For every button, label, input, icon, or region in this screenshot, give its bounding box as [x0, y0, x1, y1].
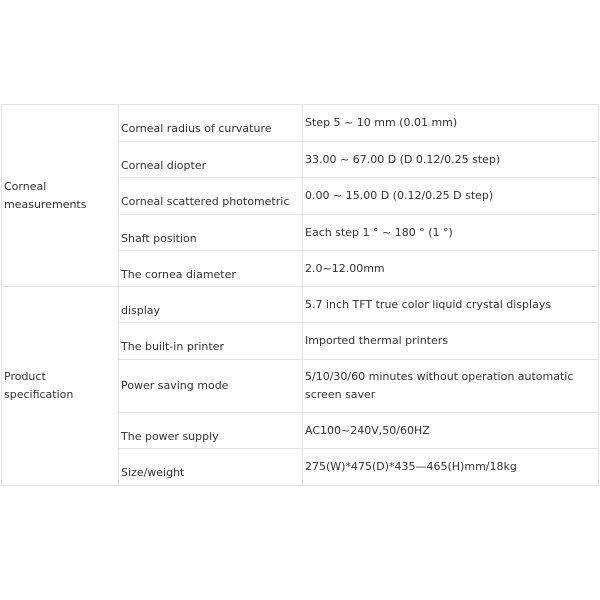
- spec-name-cell: [119, 105, 303, 142]
- spec-value: 5.7 inch TFT true color liquid crystal displays: [303, 287, 599, 323]
- spec-name: The cornea diameter: [121, 267, 236, 281]
- spec-value: Step 5 ~ 10 mm (0.01 mm): [303, 105, 599, 142]
- category-cell: [2, 105, 119, 287]
- category-label: Product specification: [4, 370, 74, 401]
- spec-name: The built-in printer: [121, 340, 224, 353]
- spec-name-cell: [119, 215, 303, 251]
- spec-name: Shaft position: [121, 231, 197, 245]
- spec-value: AC100~240V,50/60HZ: [303, 413, 599, 449]
- category-label: Corneal measurements: [4, 179, 87, 211]
- specification-table: [1, 104, 599, 486]
- spec-name-cell: [119, 449, 303, 486]
- spec-name-cell: [119, 178, 303, 215]
- spec-name-cell: [119, 142, 303, 178]
- spec-name-cell: [119, 360, 303, 413]
- spec-name-cell: [119, 251, 303, 287]
- spec-value: Each step 1 ° ~ 180 ° (1 °): [303, 215, 599, 251]
- spec-name-cell: [119, 287, 303, 323]
- spec-name-cell: [119, 323, 303, 360]
- spec-name: Corneal diopter: [121, 158, 207, 172]
- spec-value: 33.00 ~ 67.00 D (D 0.12/0.25 step): [303, 142, 599, 178]
- table-row: [2, 105, 599, 142]
- spec-name: Power saving mode: [121, 379, 229, 392]
- spec-name: The power supply: [121, 429, 219, 443]
- spec-value: 2.0~12.00mm: [303, 251, 599, 287]
- spec-value: 275(W)*475(D)*435—465(H)mm/18kg: [303, 449, 599, 486]
- spec-name: Corneal radius of curvature: [121, 122, 272, 135]
- spec-name: display: [121, 303, 161, 317]
- category-cell: [2, 287, 119, 486]
- spec-value: Imported thermal printers: [303, 323, 599, 360]
- table-row: [2, 287, 599, 323]
- spec-value: 0.00 ~ 15.00 D (0.12/0.25 D step): [303, 178, 599, 215]
- spec-name: Size/weight: [121, 466, 185, 479]
- spec-name-cell: [119, 413, 303, 449]
- spec-name: Corneal scattered photometric: [121, 195, 290, 208]
- spec-value: 5/10/30/60 minutes without operation automatic screen saver: [303, 360, 599, 413]
